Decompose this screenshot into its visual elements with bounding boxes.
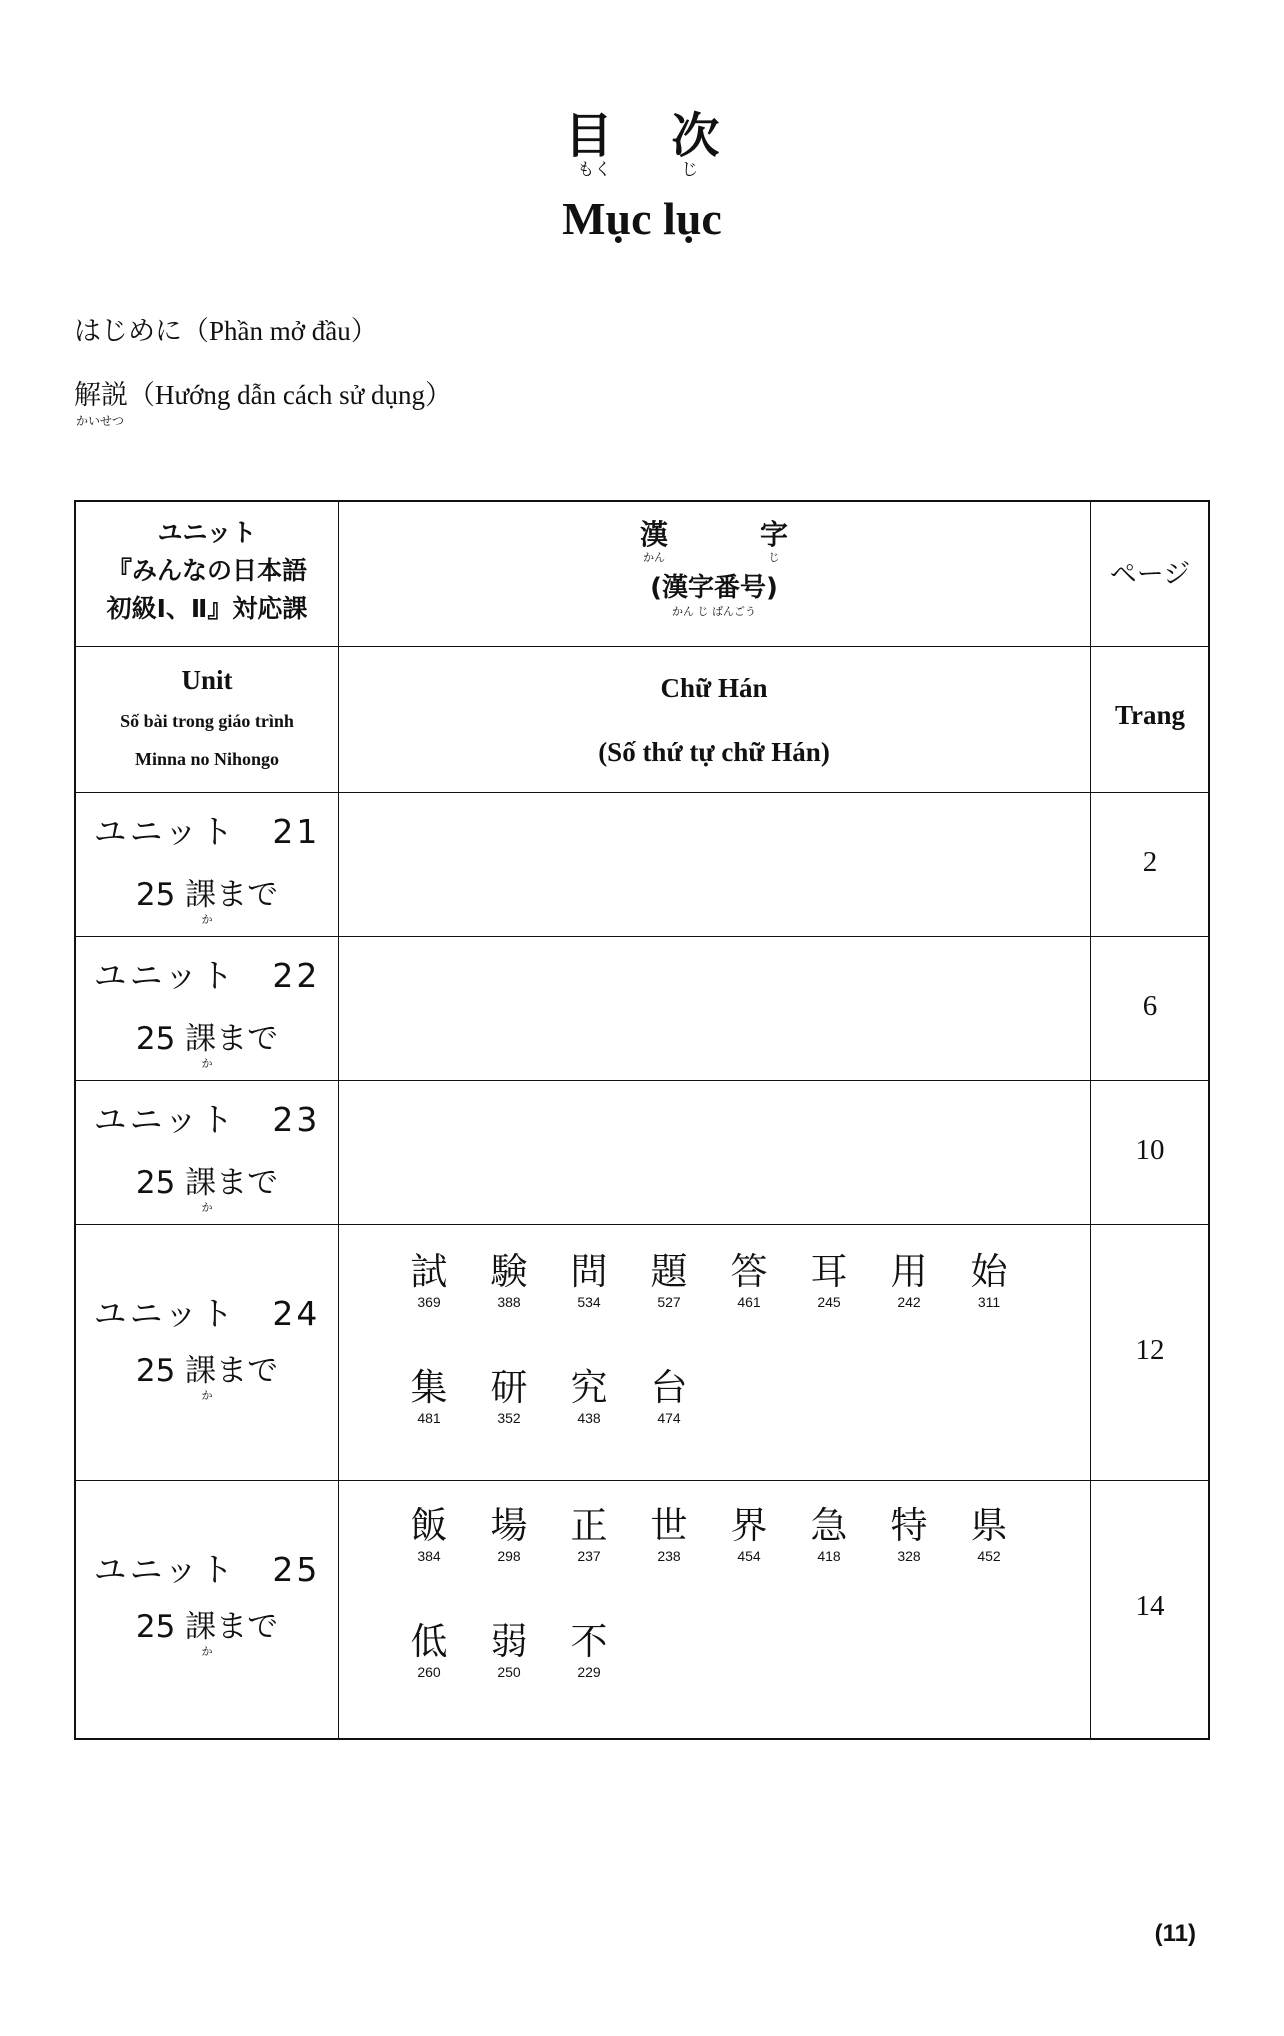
header-kanji-char-2: 字 [759,518,788,551]
kanji-number: 242 [897,1294,921,1310]
kanji-number: 474 [657,1410,681,1426]
kanji-entry [716,1504,782,1564]
kanji-entry [716,1250,782,1310]
kanji-character: 飯 [410,1504,448,1547]
header-unit-title: Unit [181,665,233,695]
header-kanji-ruby-1: かん [643,551,665,564]
unit-label: ユニット 25 [93,1550,321,1589]
row-divider-6 [76,1480,1208,1481]
kanji-number: 369 [417,1294,441,1310]
kanji-number: 298 [497,1548,521,1564]
page-number-unit-21: 2 [1142,846,1158,878]
kanji-entry [476,1504,542,1564]
kanji-character: 験 [490,1250,528,1293]
lesson-label: 25 課まで [135,877,279,913]
title-kanji-2: 次 [671,108,720,164]
page-number-unit-22: 6 [1142,990,1158,1022]
lesson-label: 25 課まで [135,1353,279,1389]
header-kanji-subtitle: (Số thứ tự chữ Hán) [598,737,830,767]
page-title: Mục lục [562,193,722,244]
page-number-unit-24: 12 [1135,1334,1165,1366]
title-ruby-1: もく [577,160,612,180]
table-row-unit-21 [76,812,338,926]
lesson-label: 25 課まで [135,1609,279,1645]
lesson-label: 25 課まで [135,1021,279,1057]
kanji-character: 弱 [490,1620,528,1663]
kanji-character: 界 [730,1504,768,1547]
kanji-number: 454 [737,1548,761,1564]
intro-guide-vi: （Hướng dẫn cách sử dụng） [128,380,452,410]
kanji-character: 集 [410,1366,448,1409]
header-unit-vi [76,662,338,774]
header-kanji-jp [338,518,1090,618]
kanji-entry [476,1250,542,1310]
kanji-entry [636,1366,702,1426]
header-unit-line-1: ユニット [157,518,257,547]
intro-line-guide [74,378,452,413]
kanji-character: 用 [890,1250,928,1293]
kanji-entry [796,1250,862,1310]
intro-guide-jp: 解説 [74,380,128,411]
intro-preface-jp: はじめに [74,316,182,347]
header-unit-jp [76,514,338,628]
kanji-character: 問 [570,1250,608,1293]
lesson-ruby: か [201,1389,213,1402]
kanji-number: 237 [577,1548,601,1564]
kanji-entry [476,1366,542,1426]
kanji-entry [796,1504,862,1564]
kanji-number: 527 [657,1294,681,1310]
lesson-ruby: か [201,1057,213,1070]
kanji-number: 311 [977,1294,1001,1310]
kanji-number: 534 [577,1294,601,1310]
table-row-unit-24 [76,1294,338,1402]
header-page-vi: Trang [1114,700,1185,730]
kanji-number: 250 [497,1664,521,1680]
header-kanji-ruby-2: じ [768,551,780,564]
table-row-unit-23 [76,1100,338,1214]
unit-label: ユニット 22 [93,956,321,995]
intro-preface-vi: （Phần mở đầu） [182,316,378,346]
row-divider-4 [76,1080,1208,1081]
kanji-character: 耳 [810,1250,848,1293]
intro-line-preface [74,314,378,349]
contents-table [74,500,1210,1740]
kanji-entry [956,1250,1022,1310]
kanji-character: 不 [570,1620,608,1663]
unit-label: ユニット 24 [93,1294,321,1333]
kanji-number: 481 [417,1410,441,1426]
kanji-character: 低 [410,1620,448,1663]
kanji-character: 題 [650,1250,688,1293]
unit-label: ユニット 23 [93,1100,321,1139]
page-number-unit-25: 14 [1135,1590,1165,1622]
header-unit-line1: Số bài trong giáo trình [120,711,294,731]
footer-page-number: (11) [1154,1920,1196,1947]
row-divider-5 [76,1224,1208,1225]
header-unit-line-2: 『みんなの日本語 [106,556,307,585]
lesson-ruby: か [201,1201,213,1214]
kanji-character: 答 [730,1250,768,1293]
kanji-entry [876,1250,942,1310]
column-divider-2 [1090,502,1091,1738]
page-title-kanji [0,108,1284,164]
kanji-number: 328 [897,1548,921,1564]
table-row-unit-22 [76,956,338,1070]
kanji-entry [476,1620,542,1680]
kanji-number: 438 [577,1410,601,1426]
title-kanji-1: 目 [564,108,613,164]
page-title-ruby [0,160,1284,180]
kanji-entry [396,1366,462,1426]
kanji-character: 特 [890,1504,928,1547]
header-kanji-number: (漢字番号) [650,573,778,603]
kanji-character: 急 [810,1504,848,1547]
row-divider-2 [76,792,1208,793]
intro-guide-ruby: かいせつ [76,414,125,428]
kanji-entry [396,1504,462,1564]
row-divider-3 [76,936,1208,937]
kanji-character: 研 [490,1366,528,1409]
header-kanji-title: Chữ Hán [660,673,768,703]
table-row-unit-25 [76,1550,338,1658]
kanji-number: 388 [497,1294,521,1310]
kanji-character: 県 [970,1504,1008,1547]
kanji-entry [956,1504,1022,1564]
title-ruby-2: じ [681,160,699,180]
header-kanji-char-1: 漢 [639,518,668,551]
kanji-character: 世 [650,1504,688,1547]
kanji-entry [556,1620,622,1680]
header-kanji-vi [338,670,1090,770]
header-unit-line-3: 初級Ⅰ、Ⅱ』対応課 [106,594,308,623]
kanji-number: 461 [737,1294,761,1310]
page-number-unit-23: 10 [1135,1134,1165,1166]
lesson-label: 25 課まで [135,1165,279,1201]
kanji-entry [636,1250,702,1310]
kanji-number: 352 [497,1410,521,1426]
kanji-number: 418 [817,1548,841,1564]
kanji-number: 452 [977,1548,1001,1564]
kanji-character: 試 [410,1250,448,1293]
kanji-number: 229 [577,1664,601,1680]
kanji-number: 238 [657,1548,681,1564]
header-kanji-number-ruby: かん じ ばんごう [672,605,756,618]
lesson-ruby: か [201,913,213,926]
kanji-entry [636,1504,702,1564]
kanji-character: 正 [570,1504,608,1547]
kanji-entry [556,1504,622,1564]
kanji-entry [556,1366,622,1426]
kanji-number: 245 [817,1294,841,1310]
kanji-entry [556,1250,622,1310]
header-unit-line2: Minna no Nihongo [134,749,280,769]
kanji-entry [396,1620,462,1680]
kanji-entry [396,1250,462,1310]
kanji-character: 始 [970,1250,1008,1293]
lesson-ruby: か [201,1645,213,1658]
header-page-jp: ページ [1109,559,1191,590]
unit-label: ユニット 21 [93,812,321,851]
kanji-character: 場 [490,1504,528,1547]
kanji-character: 究 [570,1366,608,1409]
kanji-entry [876,1504,942,1564]
row-divider-1 [76,646,1208,647]
kanji-number: 260 [417,1664,441,1680]
kanji-number: 384 [417,1548,441,1564]
kanji-character: 台 [650,1366,688,1409]
